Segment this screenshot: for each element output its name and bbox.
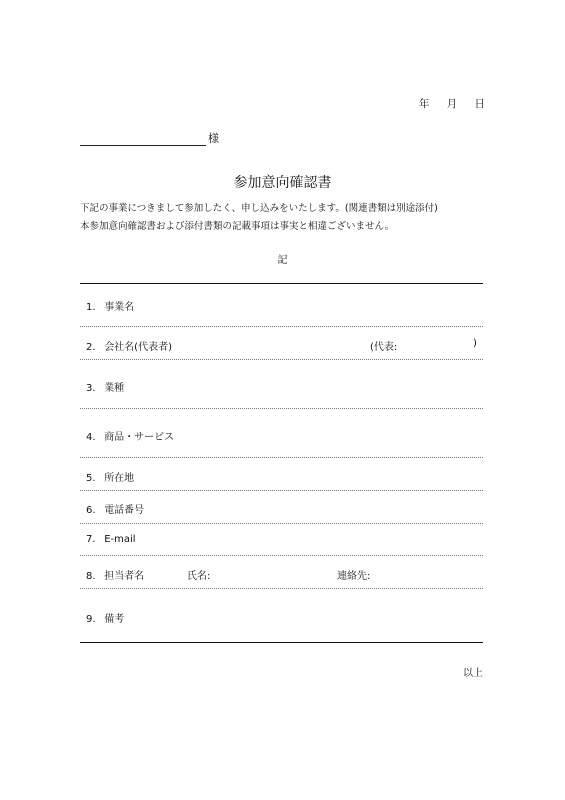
item-number: 4. <box>86 432 96 443</box>
date-day: 日 <box>474 98 485 110</box>
representative-open: (代表: <box>370 342 398 353</box>
recipient-honorific: 様 <box>208 132 219 145</box>
item-contact-person[interactable] <box>86 567 144 582</box>
contact-info-label: 連絡先: <box>337 571 371 582</box>
divider <box>80 359 483 360</box>
item-label: 電話番号 <box>104 505 145 516</box>
date-line <box>405 96 485 111</box>
item-number: 5. <box>86 473 96 484</box>
item-number: 2. <box>86 342 96 353</box>
closing-text: 以上 <box>463 668 483 679</box>
representative-close: ) <box>473 338 477 349</box>
item-phone[interactable] <box>86 501 144 516</box>
divider <box>80 490 483 491</box>
item-label: 担当者名 <box>104 571 145 582</box>
divider <box>80 588 483 589</box>
item-number: 9. <box>86 614 96 625</box>
item-address[interactable] <box>86 469 134 484</box>
recipient-blank[interactable] <box>80 134 206 146</box>
item-label: E-mail <box>104 534 136 545</box>
item-label: 所在地 <box>104 473 135 484</box>
recipient-line <box>80 130 219 146</box>
intro-line-1: 下記の事業につきまして参加したく、申し込みをいたします。(関連書類は別途添付) <box>80 203 438 214</box>
item-remarks[interactable] <box>86 610 124 625</box>
item-label: 商品・サービス <box>104 432 175 443</box>
item-number: 8. <box>86 571 96 582</box>
item-label: 備考 <box>104 614 125 625</box>
item-label: 事業名 <box>104 302 135 313</box>
divider <box>80 555 483 556</box>
date-month: 月 <box>446 98 458 110</box>
top-rule <box>80 283 483 284</box>
item-number: 3. <box>86 383 96 394</box>
item-company-name[interactable] <box>86 338 172 353</box>
item-email[interactable] <box>86 534 136 545</box>
item-industry[interactable] <box>86 379 124 394</box>
item-number: 6. <box>86 505 96 516</box>
item-number: 1. <box>86 302 96 313</box>
item-products-services[interactable] <box>86 428 174 443</box>
divider <box>80 457 483 458</box>
contact-name-label: 氏名: <box>187 571 211 582</box>
divider <box>80 326 483 327</box>
bottom-rule <box>80 642 483 643</box>
item-number: 7. <box>86 534 96 545</box>
ki-heading: 記 <box>277 255 288 266</box>
item-business-name[interactable] <box>86 298 134 313</box>
intro-line-2: 本参加意向確認書および添付書類の記載事項は事実と相違ございません。 <box>80 221 395 232</box>
item-label: 業種 <box>104 383 125 394</box>
date-year: 年 <box>418 98 430 110</box>
divider <box>80 408 483 409</box>
item-label: 会社名(代表者) <box>104 342 172 353</box>
divider <box>80 523 483 524</box>
document-title: 参加意向確認書 <box>233 175 332 191</box>
